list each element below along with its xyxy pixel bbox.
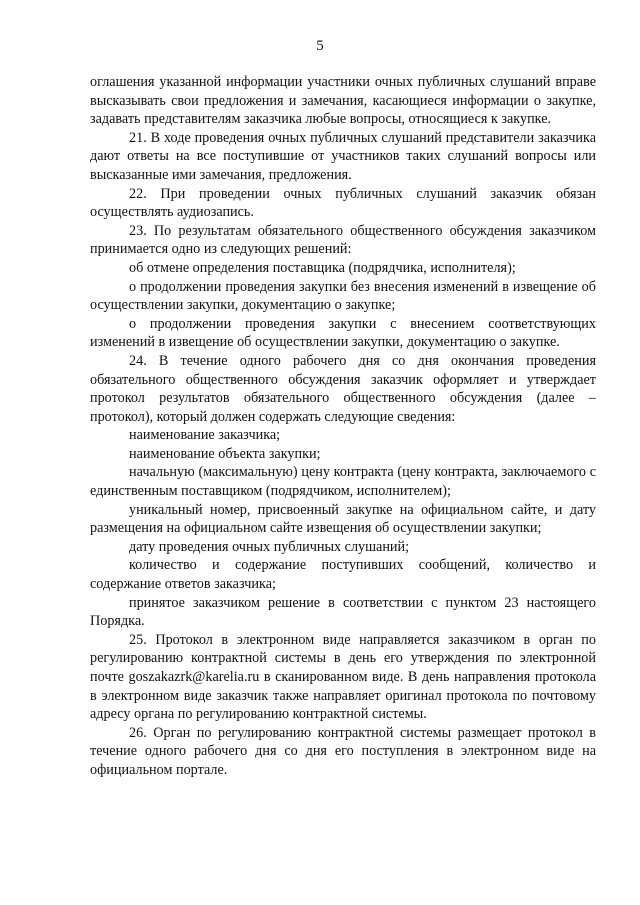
- decision-option-continue-changed: о продолжении проведения закупки с внесением соответствующих изменений в извещение об осуществлении закупки, документацию о закупке.: [90, 315, 596, 351]
- paragraph-item-25: 25. Протокол в электронном виде направляется заказчиком в орган по регулированию контрактной системы в день его утверждения по электронной почте goszakazrk@karelia.ru в сканированном виде. В день направления протокола в электронном виде заказчик также направляет оригинал протокола по почтовому адресу органа по регулированию контрактной системы.: [90, 631, 596, 723]
- protocol-field-object-name: наименование объекта закупки;: [129, 445, 321, 462]
- paragraph-item-23: 23. По результатам обязательного общественного обсуждения заказчиком принимается одно из следующих решений:: [90, 222, 596, 258]
- protocol-field-unique-number: уникальный номер, присвоенный закупке на официальном сайте, и дату размещения на официальном сайте извещения об осуществлении закупки;: [90, 501, 596, 537]
- document-body: [90, 73, 596, 780]
- protocol-field-hearing-date: дату проведения очных публичных слушаний;: [129, 538, 410, 555]
- protocol-field-initial-price: начальную (максимальную) цену контракта (цену контракта, заключаемого с единственным поставщиком (подрядчиком, исполнителем);: [90, 464, 596, 500]
- decision-option-continue-unchanged: о продолжении проведения закупки без внесения изменений в извещение об осуществлении закупки, документацию о закупке;: [90, 278, 596, 314]
- paragraph-item-21: 21. В ходе проведения очных публичных слушаний представители заказчика дают ответы на все поступившие от участников таких слушаний вопросы или высказанные ими замечания, предложения.: [90, 129, 596, 183]
- protocol-field-messages: количество и содержание поступивших сообщений, количество и содержание ответов заказчика;: [90, 557, 596, 593]
- decision-option-cancel: об отмене определения поставщика (подрядчика, исполнителя);: [129, 259, 516, 276]
- paragraph-item-24: 24. В течение одного рабочего дня со дня окончания проведения обязательного общественного обсуждения заказчик оформляет и утверждает протокол результатов обязательного общественного обсуждения (далее – протокол), который должен содержать следующие сведения:: [90, 352, 596, 425]
- paragraph-continuation: оглашения указанной информации участники очных публичных слушаний вправе высказывать свои предложения и замечания, касающиеся информации о закупке, задавать представителям заказчика любые вопросы, относящиеся к закупке.: [90, 74, 596, 128]
- page-number: 5: [316, 38, 324, 54]
- protocol-field-customer-name: наименование заказчика;: [129, 427, 281, 444]
- paragraph-item-26: 26. Орган по регулированию контрактной системы размещает протокол в течение одного рабочего дня со дня его поступления в электронном виде на официальном портале.: [90, 724, 596, 778]
- paragraph-item-22: 22. При проведении очных публичных слушаний заказчик обязан осуществлять аудиозапись.: [90, 185, 596, 221]
- protocol-field-decision: принятое заказчиком решение в соответствии с пунктом 23 настоящего Порядка.: [90, 594, 596, 630]
